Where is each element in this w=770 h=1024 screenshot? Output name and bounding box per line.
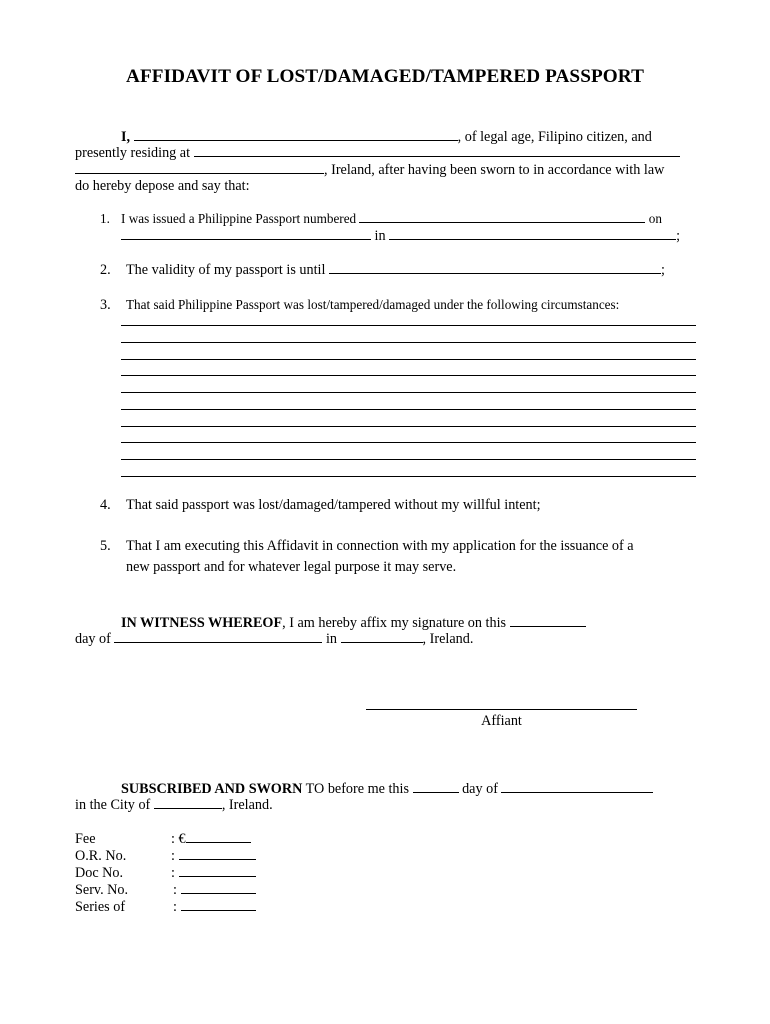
or-no-sep: : (171, 848, 175, 864)
doc-no-blank[interactable] (179, 866, 256, 877)
serv-no-sep: : (173, 882, 177, 898)
witness-in: in (325, 631, 337, 647)
serv-no-blank[interactable] (181, 883, 256, 894)
witness-line-2 (75, 632, 473, 646)
fee-sep: : € (171, 831, 186, 847)
circumstance-line-9[interactable] (121, 459, 696, 460)
circumstance-line-2[interactable] (121, 342, 696, 343)
fee-blank[interactable] (186, 832, 251, 843)
item-4-number: 4. (100, 497, 111, 513)
intro-depose: do hereby depose and say that: (75, 178, 250, 194)
sworn-to-before: TO before me this (302, 781, 409, 797)
circumstance-line-4[interactable] (121, 375, 696, 376)
item-3-text: That said Philippine Passport was lost/tampered/damaged under the following circumstances: (126, 297, 620, 312)
passport-number-blank[interactable] (359, 212, 645, 223)
issue-date-blank[interactable] (121, 229, 371, 240)
item-4-text: That said passport was lost/damaged/tampered without my willful intent; (126, 497, 541, 513)
item-2-line (126, 263, 665, 277)
item-2-number: 2. (100, 262, 111, 278)
intro-line-3 (75, 163, 664, 177)
item-5-text-cont: new passport and for whatever legal purpose it may serve. (126, 559, 457, 575)
witness-ireland: , Ireland. (422, 631, 474, 647)
validity-blank[interactable] (329, 263, 661, 274)
item-1-line-2 (121, 229, 680, 243)
circumstance-line-8[interactable] (121, 442, 696, 443)
sworn-city-blank[interactable] (154, 798, 222, 809)
fee-row (171, 832, 251, 846)
doc-no-sep: : (171, 865, 175, 881)
address-blank-2[interactable] (75, 163, 324, 174)
intro-pronoun: I, (121, 129, 131, 145)
sworn-day-of: day of (462, 781, 498, 797)
doc-no-label: Doc No. (75, 865, 124, 881)
circumstance-line-10[interactable] (121, 476, 696, 477)
series-of-label: Series of (75, 899, 126, 915)
item-5-text: That I am executing this Affidavit in connection with my application for the issuance of a (126, 538, 634, 554)
sworn-month-blank[interactable] (501, 782, 653, 793)
witness-day-blank[interactable] (510, 616, 586, 627)
intro-legal-age: , of legal age, Filipino citizen, and (457, 129, 652, 145)
item-1-end: ; (676, 228, 681, 244)
issue-place-blank[interactable] (389, 229, 676, 240)
witness-line-1 (121, 616, 586, 630)
or-no-label: O.R. No. (75, 848, 127, 864)
sworn-line-2 (75, 798, 273, 812)
circumstance-line-1[interactable] (121, 325, 696, 326)
item-1-line-1 (121, 212, 662, 225)
witness-place-blank[interactable] (341, 632, 423, 643)
circumstance-line-3[interactable] (121, 359, 696, 360)
item-2-end: ; (660, 262, 665, 278)
item-1-in: in (374, 228, 386, 244)
document-title: AFFIDAVIT OF LOST/DAMAGED/TAMPERED PASSPORT (125, 66, 644, 87)
address-blank-1[interactable] (194, 146, 680, 157)
fee-label: Fee (75, 831, 96, 847)
item-5-number: 5. (100, 538, 111, 554)
series-of-blank[interactable] (181, 900, 256, 911)
circumstance-line-6[interactable] (121, 409, 696, 410)
witness-day-of: day of (75, 631, 111, 647)
affiant-label: Affiant (481, 713, 522, 729)
item-1-number: 1. (100, 211, 110, 226)
witness-heading: IN WITNESS WHEREOF (121, 615, 283, 631)
serv-no-label: Serv. No. (75, 882, 129, 898)
name-blank[interactable] (134, 130, 458, 141)
intro-line-2 (75, 146, 680, 160)
item-1-text: I was issued a Philippine Passport numbered (121, 211, 357, 226)
witness-text: , I am hereby affix my signature on this (282, 615, 507, 631)
sworn-city-of: in the City of (75, 797, 151, 813)
intro-ireland-sworn: , Ireland, after having been sworn to in accordance with law (324, 162, 665, 178)
series-of-sep: : (173, 899, 177, 915)
intro-line-1 (121, 130, 652, 144)
intro-residing: presently residing at (75, 145, 191, 161)
sworn-ireland: , Ireland. (221, 797, 273, 813)
or-no-blank[interactable] (179, 849, 256, 860)
item-2-text: The validity of my passport is until (126, 262, 326, 278)
item-1-on: on (648, 211, 662, 226)
series-of-row (173, 900, 256, 914)
or-no-row (171, 849, 256, 863)
sworn-heading: SUBSCRIBED AND SWORN (121, 781, 303, 797)
witness-month-blank[interactable] (114, 632, 322, 643)
item-3-number: 3. (100, 297, 111, 313)
circumstance-line-5[interactable] (121, 392, 696, 393)
doc-no-row (171, 866, 256, 880)
affiant-signature-line[interactable] (366, 709, 637, 710)
circumstance-line-7[interactable] (121, 426, 696, 427)
serv-no-row (173, 883, 256, 897)
sworn-day-blank[interactable] (413, 782, 459, 793)
sworn-line-1 (121, 782, 653, 796)
